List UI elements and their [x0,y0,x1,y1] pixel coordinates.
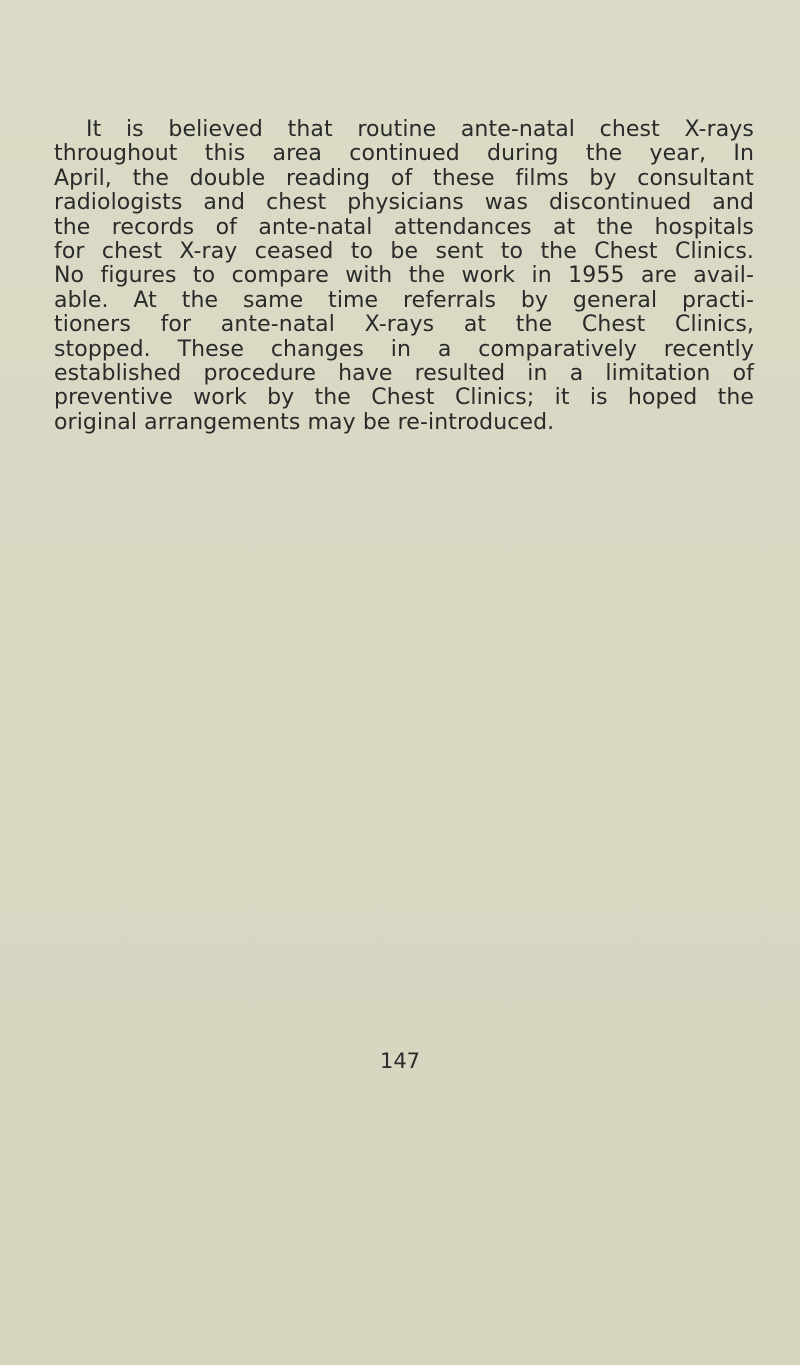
paragraph-line: preventive work by the Chest Clinics; it is hoped the [54,385,754,411]
paragraph-line: the records of ante-natal attendances at the hospitals [54,214,754,240]
paragraph-line: tioners for ante-natal X-rays at the Chest Clinics, [54,312,754,338]
paragraph-line: stopped. These changes in a comparatively recently [54,336,754,362]
paragraph-line: It is believed that routine ante-natal chest X-rays [86,117,754,142]
paragraph-line: established procedure have resulted in a limitation of [54,361,754,387]
paragraph-line: No figures to compare with the work in 1955 are avail- [54,263,754,289]
paragraph-line: original arrangements may be re-introduced. [54,409,555,435]
paragraph-line: throughout this area continued during the year, In [54,141,754,167]
body-paragraph [54,118,754,435]
paragraph-line: radiologists and chest physicians was discontinued and [54,190,754,216]
paragraph-line: April, the double reading of these films by consultant [54,165,754,191]
paragraph-line: able. At the same time referrals by general practi- [54,287,754,313]
paragraph-line: for chest X-ray ceased to be sent to the Chest Clinics. [54,239,754,265]
page-number: 147 [379,1049,421,1073]
